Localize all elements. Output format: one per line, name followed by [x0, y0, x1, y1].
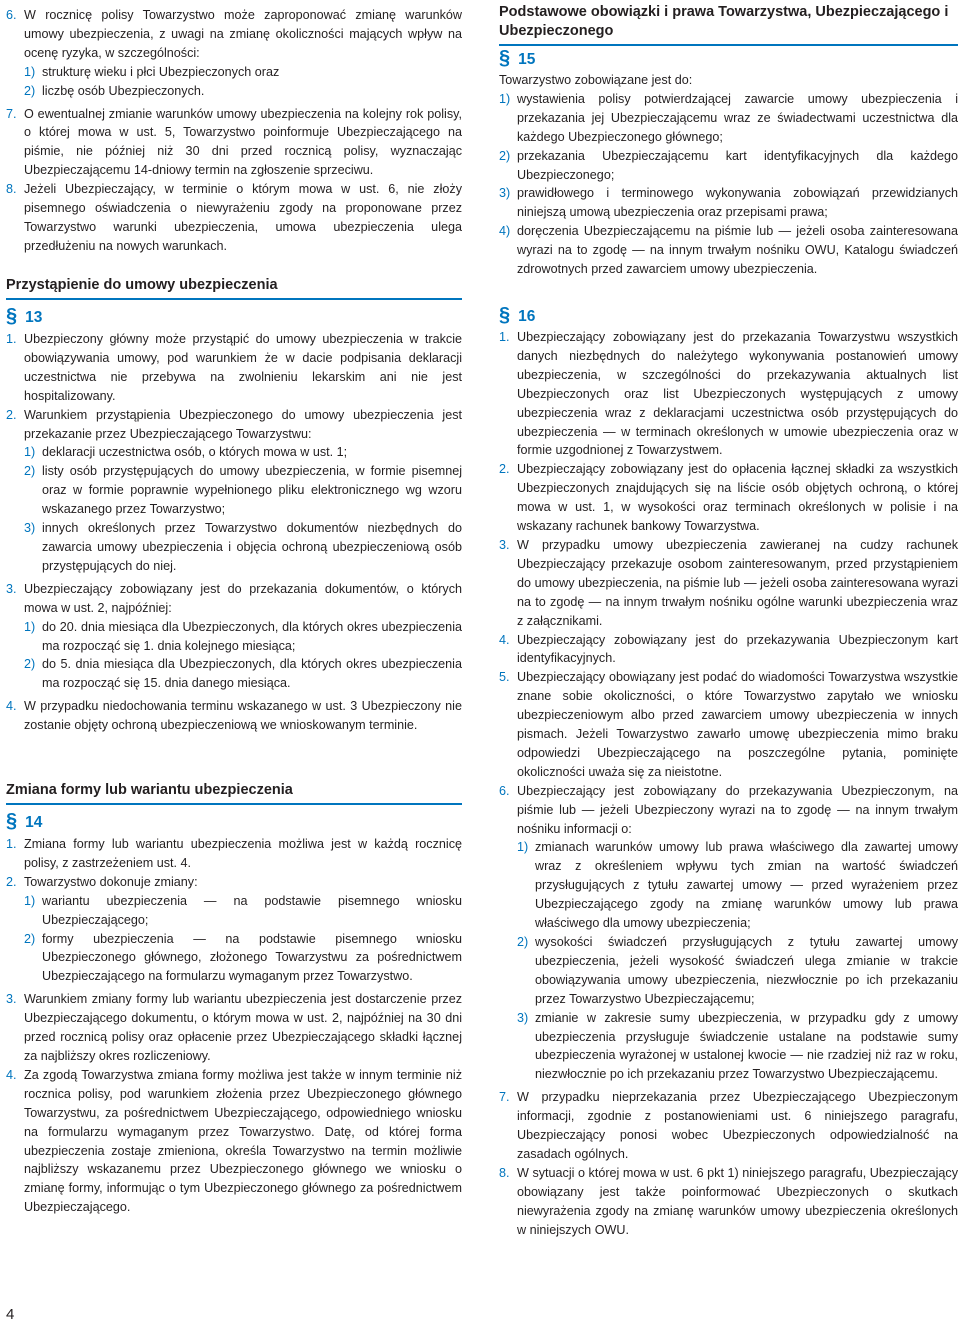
item-text: wystawienia polisy potwierdzającej zawarcie umowy ubezpieczenia i przekazania jej Ubezpieczającemu wraz ze świadectwami uczestnictwa dla każdego Ubezpieczonego głównego;: [517, 91, 958, 144]
item-text: listy osób przystępujących do umowy ubezpieczenia, w formie pisemnej oraz w formie poprawnie wypełnionego pliku elektronicznego wg wzoru wskazanego przez Towarzystwo;: [42, 464, 462, 517]
item-number: 5.: [499, 670, 510, 685]
item-number: 2): [24, 657, 36, 672]
item-text: do 5. dnia miesiąca dla Ubezpieczonych, dla których okres ubezpieczenia ma rozpocząć się 15. dnia danego miesiąca.: [42, 657, 462, 691]
list-item: [6, 990, 462, 1066]
item-number: 7.: [499, 1090, 510, 1105]
sub-list-item: [499, 933, 958, 1009]
item-text: do 20. dnia miesiąca dla Ubezpieczonych, dla których okres ubezpieczenia ma rozpocząć się 1. dnia kolejnego miesiąca;: [42, 619, 462, 653]
list-item: [6, 835, 462, 873]
item-number: 3): [499, 186, 511, 201]
item-number: 1.: [499, 330, 510, 344]
item-text: Ubezpieczający zobowiązany jest do przekazywania Ubezpieczonym kart identyfikacyjnych.: [517, 632, 958, 666]
item-number: 3): [24, 521, 36, 536]
sub-list-item: [6, 462, 462, 519]
list-item: [6, 873, 462, 892]
paragraph-symbol: §: [6, 810, 18, 832]
item-number: 4.: [499, 632, 510, 647]
item-number: 2.: [6, 874, 17, 889]
item-number: 7.: [6, 106, 17, 121]
item-text: Za zgodą Towarzystwa zmiana formy możliwa jest także w innym terminie niż rocznica polisy, pod warunkiem złożenia przez Ubezpieczonego głównego Towarzystwu, za pośrednictwem Ubezpieczającego, odpowiedniego wniosku na formularzu wymaganym przez Towarzystwo. Datę, od której forma ubezpieczenia zostaje zmieniona, określa Towarzystwo na termin możliwie najbliższy wskazanemu przez Ubezpieczonego głównego we wniosku o zmianę formy, informując o tym Ubezpieczonego głównego za pośrednictwem Ubezpieczającego.: [24, 1067, 462, 1215]
item-text: O ewentualnej zmianie warunków umowy ubezpieczenia na kolejny rok polisy, o której mowa w ust. 5, Towarzystwo poinformuje Ubezpieczającego na piśmie, nie później niż 30 dni przed rocznicą polisy, wyznaczając Ubezpieczającemu 14-dniowy termin na zgłoszenie sprzeciwu.: [24, 106, 462, 178]
paragraph-13-label: [6, 306, 462, 328]
sub-list-item: [6, 443, 462, 462]
list-item: [499, 782, 958, 839]
paragraph-number: 15: [518, 51, 536, 68]
item-number: 1): [499, 91, 511, 106]
item-number: 1): [24, 445, 36, 460]
item-number: 3.: [6, 992, 17, 1007]
item-number: 8.: [499, 1165, 510, 1180]
item-number: 4.: [6, 1067, 17, 1082]
item-text: Ubezpieczający zobowiązany jest do przekazania dokumentów, o których mowa w ust. 2, najpóźniej:: [24, 581, 462, 615]
section-13-list: [6, 330, 462, 735]
item-number: 1): [24, 893, 36, 908]
paragraph-16-label: [499, 305, 958, 327]
item-number: 3.: [499, 537, 510, 552]
sub-list-item: [499, 838, 958, 933]
item-text: formy ubezpieczenia — na podstawie pisemnego wniosku Ubezpieczonego głównego, złożonego Towarzystwu za pośrednictwem Ubezpieczającego na formularzu wymaganym przez Towarzystwo.: [42, 931, 462, 984]
section-14-list: [6, 835, 462, 1217]
item-number: 2.: [499, 462, 510, 477]
item-text: liczbę osób Ubezpieczonych.: [42, 83, 205, 98]
item-text: W przypadku nieprzekazania przez Ubezpieczającego Ubezpieczonym informacji, zgodnie z postanowieniami ust. 6 niniejszego paragrafu, Ubezpieczający ponosi wobec Ubezpieczonych odpowiedzialność na zasadach ogólnych.: [517, 1090, 958, 1161]
item-number: 4.: [6, 699, 17, 714]
list-item: [6, 330, 462, 406]
item-text: W sytuacji o której mowa w ust. 6 pkt 1) niniejszego paragrafu, Ubezpieczający obowiązany jest także poinformować Ubezpieczonych o skutkach niewyrażenia zgody na zmianę warunków umowy ubezpieczenia określonych w niniejszych OWU.: [517, 1165, 958, 1237]
page-number: 4: [6, 1306, 15, 1323]
item-text: zmianach warunków umowy lub prawa właściwego dla zawartej umowy wraz z określeniem wpływu tych zmian na wartość świadczeń przysługujących z tytułu zawartej umowy — przed wyrażeniem przez Ubezpieczającego zgody na zmianę warunków umowy lub prawa właściwego dla umowy ubezpieczenia;: [535, 840, 958, 931]
list-item: [499, 536, 958, 631]
item-text: Ubezpieczający jest zobowiązany do przekazywania Ubezpieczonym, na piśmie lub — jeżeli Ubezpieczony wyrazi na to zgodę — na innym trwałym nośniku informacji o:: [517, 783, 958, 836]
item-number: 2): [24, 83, 36, 98]
item-text: Ubezpieczony główny może przystąpić do umowy ubezpieczenia w trakcie obowiązywania umowy, pod warunkiem że w dacie podpisania deklaracji uczestnictwa nie przebywa na zwolnieniu lekarskim ani nie jest hospitalizowany.: [24, 332, 462, 403]
item-number: 1.: [6, 332, 17, 346]
list-item: [499, 1088, 958, 1164]
list-item: [6, 105, 462, 181]
item-number: 6.: [499, 783, 510, 798]
sub-list-item: [6, 655, 462, 693]
list-item: [6, 1066, 462, 1217]
list-item: [499, 184, 958, 222]
paragraph-number: 14: [25, 814, 43, 831]
list-item: [499, 631, 958, 669]
sub-list-item: [6, 930, 462, 987]
list-item: [6, 697, 462, 735]
item-text: wariantu ubezpieczenia — na podstawie pisemnego wniosku Ubezpieczającego;: [42, 893, 462, 927]
section-heading-14: Zmiana formy lub wariantu ubezpieczenia: [6, 781, 462, 805]
item-text: wysokości świadczeń przysługujących z tytułu zawartej umowy ubezpieczenia, jeżeli wysokość świadczeń ulega zmianie w trakcie obowiązywania umowy ubezpieczenia, niezwłocznie po ich przekazaniu przez Towarzystwo Ubezpieczającemu;: [535, 935, 958, 1006]
item-number: 2.: [6, 407, 17, 422]
paragraph-symbol: §: [499, 47, 511, 69]
paragraph-14-label: [6, 811, 462, 833]
sub-list-item: [6, 519, 462, 576]
item-text: Warunkiem przystąpienia Ubezpieczonego do umowy ubezpieczenia jest przekazanie przez Ubezpieczającego Towarzystwu:: [24, 407, 462, 441]
item-number: 6.: [6, 8, 17, 22]
sub-list-item: [6, 82, 462, 101]
item-text: strukturę wieku i płci Ubezpieczonych oraz: [42, 64, 280, 79]
item-text: deklaracji uczestnictwa osób, o których mowa w ust. 1;: [42, 445, 348, 460]
item-number: 4): [499, 224, 511, 239]
item-number: 3): [517, 1010, 529, 1025]
section-heading-13: Przystąpienie do umowy ubezpieczenia: [6, 276, 462, 300]
section-heading-15: Podstawowe obowiązki i prawa Towarzystwa, Ubezpieczającego i Ubezpieczonego: [499, 3, 958, 46]
sub-list-item: [6, 892, 462, 930]
paragraph-15-label: [499, 48, 958, 70]
section-15-list: [499, 71, 958, 279]
item-number: 1): [24, 64, 36, 79]
list-item: [499, 460, 958, 536]
sub-list-item: [499, 1009, 958, 1085]
item-number: 3.: [6, 581, 17, 596]
item-text: Towarzystwo zobowiązane jest do:: [499, 73, 693, 87]
list-item: [499, 147, 958, 185]
list-item: [499, 328, 958, 460]
list-item: [499, 90, 958, 147]
list-item: [499, 668, 958, 781]
item-text: doręczenia Ubezpieczającemu na piśmie lub — jeżeli osoba zainteresowana wyrazi na to zgodę — na innym trwałym nośniku OWU, Katalogu świadczeń zdrowotnych przed zawarciem umowy ubezpieczenia.: [517, 224, 958, 277]
item-text: zmianie w zakresie sumy ubezpieczenia, w przypadku gdy z umowy ubezpieczenia przysługuje świadczenie ustalane na podstawie sumy ubezpieczenia wyrażonej w ustalonej kwocie — nie rzadziej niż raz w roku, niezwłocznie po ich przekazaniu przez Towarzystwo Ubezpieczającemu.: [535, 1010, 958, 1082]
item-text: Towarzystwo dokonuje zmiany:: [24, 874, 198, 889]
item-text: Ubezpieczający zobowiązany jest do przekazania Towarzystwu wszystkich danych niezbędnych do należytego wykonywania postanowień umowy ubezpieczenia, w szczególności do przekazywania aktualnych list Ubezpieczonych oraz list Ubezpieczonych występujących z umowy ubezpieczenia wraz z deklaracjami uczestnictwa osób przystępujących do ubezpieczenia — w terminach określonych w umowie ubezpieczenia oraz w formie uzgodnionej z Towarzystwem.: [517, 330, 958, 458]
item-number: 1.: [6, 837, 17, 851]
section-16-list: [499, 328, 958, 1240]
item-text: W przypadku umowy ubezpieczenia zawieranej na cudzy rachunek Ubezpieczający przekazuje osobom zainteresowanym, przed przystąpieniem do umowy ubezpieczenia, na piśmie lub — jeżeli osoba zainteresowana wyrazi na to zgodę — na innym trwałym nośniku ogólne warunki ubezpieczenia wraz z załącznikami.: [517, 537, 958, 628]
item-number: 1): [24, 619, 36, 634]
item-text: W przypadku niedochowania terminu wskazanego w ust. 3 Ubezpieczony nie zostanie objęty ochroną ubezpieczeniową we wnioskowanym terminie.: [24, 699, 462, 733]
item-text: prawidłowego i terminowego wykonywania zobowiązań przewidzianych niniejszą umową ubezpieczenia oraz przepisami prawa;: [517, 186, 958, 220]
item-text: Ubezpieczający obowiązany jest podać do wiadomości Towarzystwa wszystkie znane sobie okoliczności, o które Towarzystwo zapytało we wniosku ubezpieczeniowym albo przed zawarciem umowy ubezpieczenia w innych pismach. Jeżeli Towarzystwo zawarło umowę ubezpieczenia mimo braku odpowiedzi Ubezpieczającego na poszczególne pytania, pominięte okoliczności uważa się za nieistotne.: [517, 670, 958, 779]
sub-list-item: [6, 618, 462, 656]
sub-list-item: [6, 63, 462, 82]
item-number: 2): [24, 931, 36, 946]
list-item: [499, 71, 958, 90]
item-text: Warunkiem zmiany formy lub wariantu ubezpieczenia jest dostarczenie przez Ubezpieczającego dokumentu, o którym mowa w ust. 2, najpóźniej na 30 dni przed rocznicą polisy oraz opłacenie przez Ubezpieczającego składki łącznej za najbliższy okres rozliczeniowy.: [24, 992, 462, 1063]
list-item: [499, 1164, 958, 1240]
item-text: W rocznicę polisy Towarzystwo może zaproponować zmianę warunków umowy ubezpieczenia, z uwagi na zmianę okoliczności mających wpływ na ocenę ryzyka, w szczególności:: [24, 8, 462, 60]
paragraph-number: 16: [518, 308, 536, 325]
item-number: 1): [517, 840, 529, 855]
item-text: Ubezpieczający zobowiązany jest do opłacenia łącznej składki za wszystkich Ubezpieczonych znajdujących się na liście osób objętych ochroną, o której mowa w ust. 1, w wysokości oraz terminach określonych w polisie i na wskazany rachunek bankowy Towarzystwa.: [517, 462, 958, 534]
paragraph-number: 13: [25, 309, 43, 326]
item-text: Zmiana formy lub wariantu ubezpieczenia możliwa jest w każdą rocznicę polisy, z zastrzeżeniem ust. 4.: [24, 837, 462, 870]
paragraph-symbol: §: [499, 304, 511, 326]
section-12-continued: [6, 6, 462, 256]
item-number: 8.: [6, 182, 17, 197]
list-item: [6, 580, 462, 618]
item-text: Jeżeli Ubezpieczający, w terminie o którym mowa w ust. 6, nie złoży pisemnego oświadczenia o niewyrażeniu zgody na proponowane przez Towarzystwo warunki ubezpieczenia, umowa ubezpieczenia ulega przedłużeniu na nowych warunkach.: [24, 182, 462, 253]
item-text: przekazania Ubezpieczającemu kart identyfikacyjnych dla każdego Ubezpieczonego;: [517, 148, 958, 182]
list-item: [6, 406, 462, 444]
item-number: 2): [499, 148, 511, 163]
item-text: innych określonych przez Towarzystwo dokumentów niezbędnych do zawarcia umowy ubezpieczenia i objęcia ochroną ubezpieczeniową osób przystępujących do niej.: [42, 521, 462, 573]
paragraph-symbol: §: [6, 305, 18, 327]
item-number: 2): [24, 464, 36, 479]
item-number: 2): [517, 935, 529, 949]
list-item: [499, 222, 958, 279]
list-item: [6, 6, 462, 63]
list-item: [6, 180, 462, 256]
